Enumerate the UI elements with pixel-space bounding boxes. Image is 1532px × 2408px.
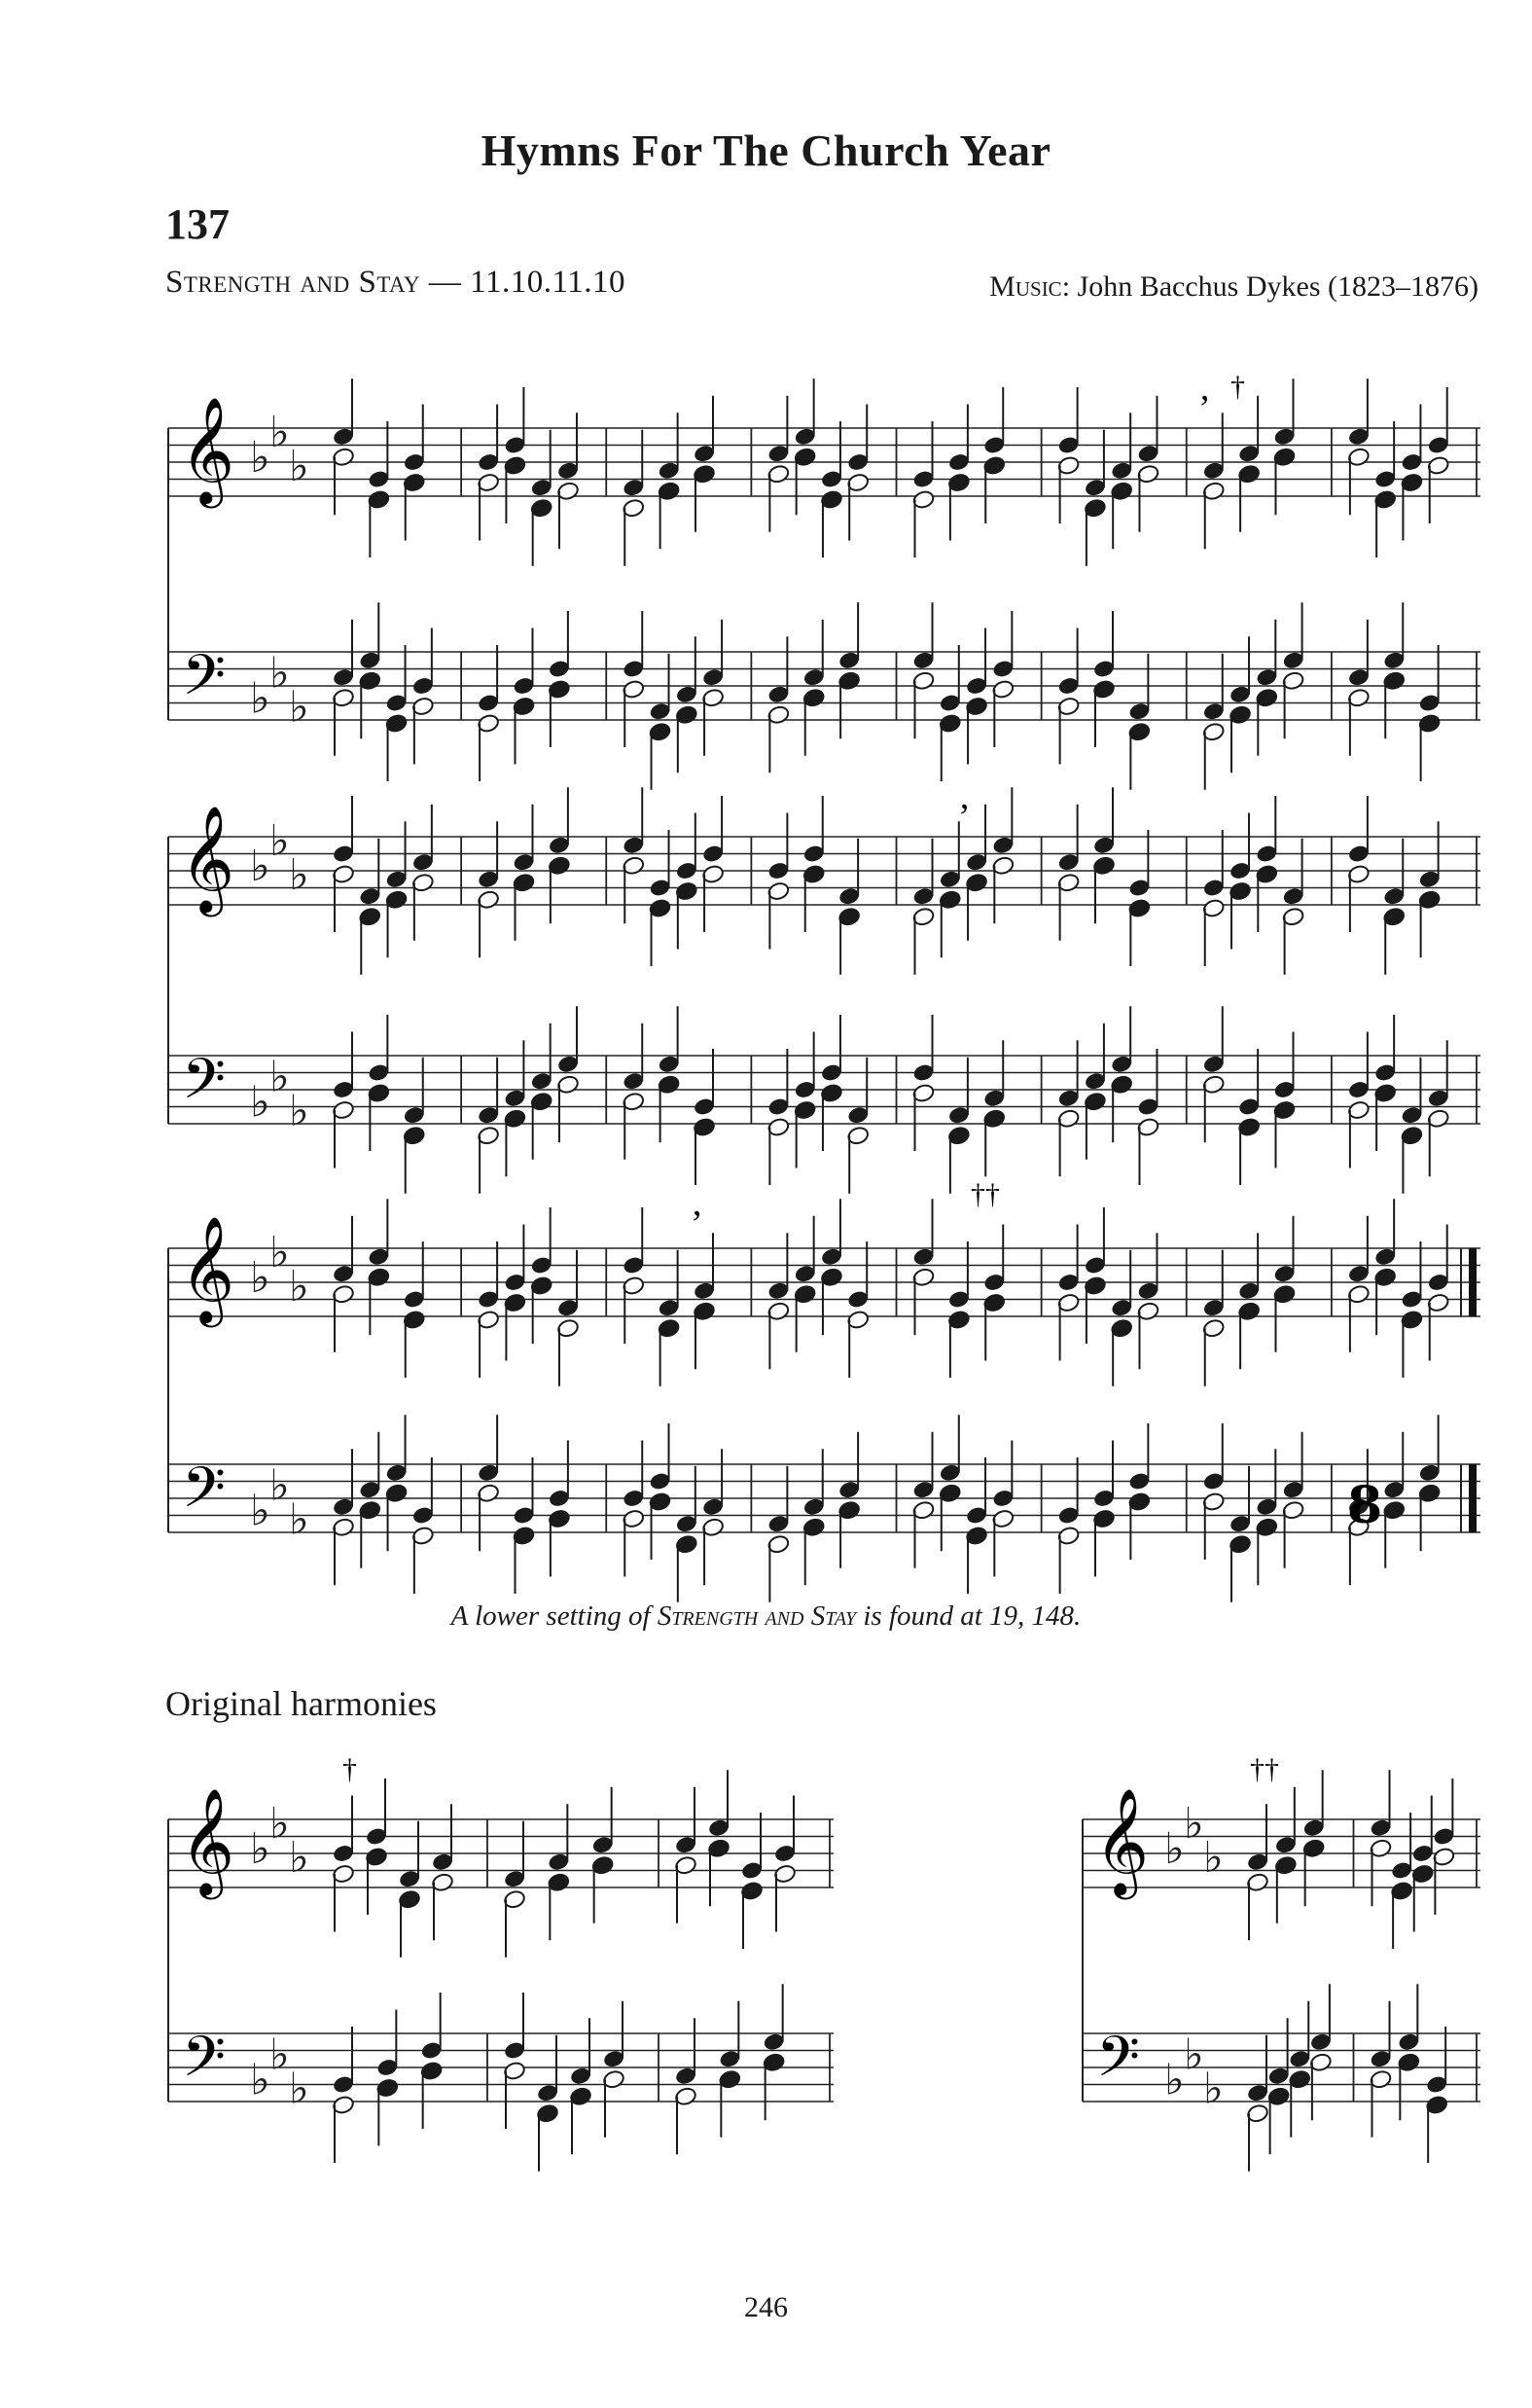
music-system-3 — [160, 1178, 1488, 1591]
treble-clef-icon: 𝄞 — [180, 397, 235, 504]
double-dagger-mark: †† — [1250, 1753, 1279, 1785]
svg-text:♭: ♭ — [250, 1824, 270, 1874]
svg-text:♭: ♭ — [250, 1077, 270, 1128]
breath-mark: ’ — [958, 797, 971, 838]
svg-text:♭: ♭ — [250, 673, 270, 724]
svg-text:♭: ♭ — [289, 1494, 309, 1545]
original-harmonies-heading: Original harmonies — [165, 1684, 437, 1723]
svg-text:♭: ♭ — [269, 648, 290, 699]
bass-clef-icon: 𝄢 — [182, 1046, 227, 1126]
meter: 11.10.11.10 — [470, 265, 625, 300]
svg-text:♭: ♭ — [289, 1832, 309, 1883]
bass-staff — [168, 1415, 1480, 1602]
svg-text:♭: ♭ — [1203, 2064, 1224, 2114]
svg-text:♭: ♭ — [1164, 2055, 1185, 2105]
treble-clef-icon: 𝄞 — [1094, 1788, 1150, 1895]
bass-clef-icon: 𝄢 — [182, 2024, 227, 2103]
tune-name: Strength and Stay — [165, 265, 421, 300]
footnote-tune: Strength and Stay — [657, 1600, 857, 1632]
svg-text:♭: ♭ — [289, 849, 309, 900]
svg-text:♭: ♭ — [250, 433, 270, 483]
tune-line — [165, 265, 625, 301]
music-colon: : — [1061, 270, 1078, 303]
original-excerpt-2 — [1075, 1742, 1488, 2140]
bass-staff — [168, 602, 1480, 790]
svg-text:♭: ♭ — [269, 1460, 290, 1511]
footnote — [0, 1600, 1532, 1633]
svg-text:♭: ♭ — [269, 815, 290, 866]
hymn-number: 137 — [165, 200, 230, 248]
bass-staff — [1083, 1984, 1480, 2172]
meter-separator: — — [428, 265, 462, 300]
treble-staff — [168, 378, 1480, 566]
footnote-post: is found at 19, 148. — [856, 1600, 1082, 1632]
svg-text:♭: ♭ — [269, 1798, 290, 1849]
svg-text:♭: ♭ — [250, 842, 270, 891]
svg-text:♭: ♭ — [250, 1486, 270, 1536]
svg-text:♭: ♭ — [289, 2064, 309, 2114]
svg-text:♭: ♭ — [1203, 1832, 1224, 1883]
treble-staff — [168, 787, 1480, 975]
svg-text:♭: ♭ — [1184, 2030, 1204, 2080]
bass-staff — [168, 1984, 834, 2172]
page-number: 246 — [744, 2291, 788, 2323]
footnote-pre: A lower setting of — [450, 1600, 658, 1632]
svg-text:♭: ♭ — [1164, 1824, 1185, 1874]
svg-text:♭: ♭ — [269, 1052, 290, 1102]
music-credit — [989, 270, 1479, 304]
treble-staff — [168, 1199, 1480, 1386]
svg-text:♭: ♭ — [289, 682, 309, 733]
svg-text:♭: ♭ — [250, 2055, 270, 2105]
bass-staff — [168, 1006, 1480, 1194]
music-system-2 — [160, 778, 1488, 1187]
music-system-1 — [160, 370, 1488, 778]
treble-clef-icon: 𝄞 — [180, 806, 235, 913]
composer: John Bacchus Dykes (1823–1876) — [1077, 270, 1479, 303]
dagger-mark: † — [1230, 371, 1245, 403]
dagger-mark: † — [342, 1753, 357, 1785]
bass-clef-icon: 𝄢 — [182, 642, 227, 722]
time-signature-icon: 8 — [1347, 1476, 1383, 1535]
page-title: Hymns For The Church Year — [481, 126, 1051, 175]
treble-staff — [168, 1770, 834, 1958]
bass-clef-icon: 𝄢 — [182, 1455, 227, 1534]
svg-text:♭: ♭ — [269, 2030, 290, 2080]
breath-mark: ’ — [691, 1204, 703, 1244]
svg-text:♭: ♭ — [1184, 1798, 1204, 1849]
bass-clef-icon: 𝄢 — [1096, 2024, 1141, 2103]
breath-mark: ’ — [1198, 388, 1211, 429]
original-excerpt-1 — [160, 1742, 841, 2140]
svg-text:♭: ♭ — [269, 407, 290, 457]
treble-clef-icon: 𝄞 — [180, 1216, 235, 1323]
svg-text:♭: ♭ — [269, 1227, 290, 1277]
double-dagger-mark: †† — [971, 1178, 1000, 1210]
svg-text:♭: ♭ — [289, 441, 309, 491]
svg-text:♭: ♭ — [289, 1261, 309, 1312]
svg-text:♭: ♭ — [289, 1086, 309, 1136]
svg-text:♭: ♭ — [250, 1253, 270, 1303]
music-label: Music — [989, 270, 1062, 303]
treble-clef-icon: 𝄞 — [180, 1788, 235, 1895]
